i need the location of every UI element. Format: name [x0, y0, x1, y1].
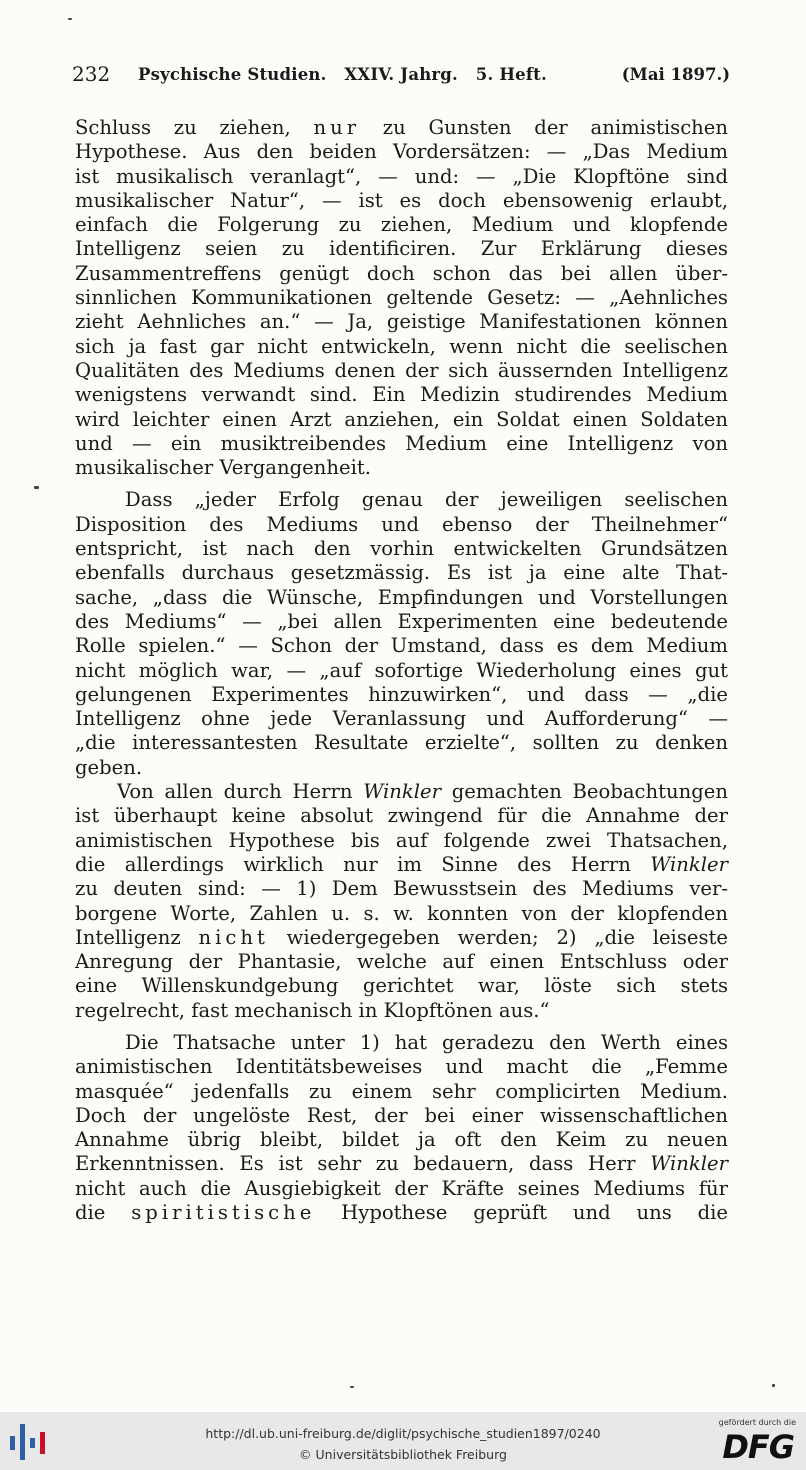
text-line [75, 513, 728, 537]
text-line [75, 926, 728, 950]
running-header [72, 62, 730, 88]
text-segment: animistischen Hypothese bis auf folgende zwei Thatsachen, [75, 828, 728, 852]
text-line [75, 359, 728, 383]
text-segment: borgene Worte, Zahlen u. s. w. konnten von der klopfenden [75, 901, 728, 925]
text-segment: zu deuten sind: — 1) Dem Bewusstsein des Mediums ver- [75, 877, 728, 901]
text-line [75, 1152, 728, 1176]
text-line [75, 950, 728, 974]
text-segment: masquée“ jedenfalls zu einem sehr complicirten Medium. [75, 1079, 728, 1103]
footer-bar [0, 1412, 806, 1470]
dfg-caption: gefördert durch die [718, 1418, 796, 1427]
text-segment: sinnlichen Kommunikationen geltende Gesetz: — „Aehnliches [75, 286, 728, 310]
text-line [75, 1031, 728, 1055]
text-segment: Disposition des Mediums und ebenso der Theilnehmer“ [75, 512, 728, 536]
running-title: Psychische Studien. XXIV. Jahrg. 5. Heft. [138, 65, 547, 84]
text-segment: Qualitäten des Mediums denen der sich äussernden Intelligenz [75, 358, 728, 382]
text-segment: Anregung der Phantasie, welche auf einen Entschluss oder [75, 950, 728, 974]
text-line [75, 877, 728, 901]
text-segment: Schluss zu ziehen, [75, 116, 314, 139]
text-line [75, 804, 728, 828]
text-segment: gelungenen Experimentes hinzuwirken“, und dass — „die [75, 682, 728, 706]
spaced-emphasis: nur [313, 116, 361, 139]
scan-speck [772, 1384, 775, 1387]
italic-name: Winkler [650, 1152, 728, 1176]
text-segment: Dass „jeder Erfolg genau der jeweiligen seelischen [125, 488, 728, 512]
text-line [75, 1104, 728, 1128]
text-line [75, 561, 728, 585]
text-line [75, 634, 728, 658]
text-segment: nicht auch die Ausgiebigkeit der Kräfte seines Mediums für [75, 1176, 728, 1200]
text-segment: die [75, 1201, 132, 1225]
text-segment: Zusammentreffens genügt doch schon das bei allen über- [75, 261, 728, 285]
scan-speck [350, 1386, 354, 1388]
text-segment: Intelligenz seien zu identificiren. Zur Erklärung dieses [75, 237, 728, 261]
text-segment: zieht Aehnliches an.“ — Ja, geistige Manifestationen können [75, 310, 728, 334]
text-segment: sich ja fast gar nicht entwickeln, wenn nicht die seelischen [75, 334, 728, 358]
text-segment: musikalischer Natur“, — ist es doch ebensowenig erlaubt, [75, 188, 728, 212]
text-line [75, 335, 728, 359]
text-line [75, 683, 728, 707]
text-line [75, 1080, 728, 1104]
italic-name: Winkler [650, 852, 728, 876]
text-line [75, 456, 728, 480]
text-line [75, 1055, 728, 1079]
text-segment: ist überhaupt keine absolut zwingend für die Annahme der [75, 804, 728, 828]
text-segment: entspricht, ist nach den vorhin entwickelten Grundsätzen [75, 537, 728, 561]
text-segment: und — ein musiktreibendes Medium eine Intelligenz von [75, 431, 728, 455]
text-segment: Doch der ungelöste Rest, der bei einer wissenschaftlichen [75, 1103, 728, 1127]
text-line [75, 165, 728, 189]
text-line [75, 902, 728, 926]
dfg-logo: DFG [722, 1428, 794, 1466]
text-segment: eine Willenskundgebung gerichtet war, löste sich stets [75, 974, 728, 998]
text-segment: gemachten Beobachtungen [441, 780, 729, 804]
text-line [75, 213, 728, 237]
text-line [75, 1128, 728, 1152]
text-segment: Die Thatsache unter 1) hat geradezu den Werth eines [125, 1030, 728, 1054]
text-segment: animistischen Identitätsbeweises und macht die „Femme [75, 1055, 728, 1079]
text-line [75, 537, 728, 561]
text-line [75, 189, 728, 213]
issue-date: (Mai 1897.) [621, 65, 730, 84]
text-segment: die allerdings wirklich nur im Sinne des Herrn [75, 852, 651, 876]
text-segment: wiedergegeben werden; 2) „die leiseste [268, 925, 728, 949]
spaced-emphasis: spiritistische [131, 1201, 316, 1225]
text-segment: des Mediums“ — „bei allen Experimenten eine bedeutende [75, 609, 728, 633]
text-line [75, 731, 728, 755]
copyright-notice: © Universitätsbibliothek Freiburg [299, 1447, 507, 1462]
text-segment: geben. [75, 755, 143, 779]
text-segment: Erkenntnissen. Es ist sehr zu bedauern, dass Herr [75, 1152, 651, 1176]
text-segment: einfach die Folgerung zu ziehen, Medium und klopfende [75, 213, 728, 237]
italic-name: Winkler [363, 780, 442, 804]
text-line [75, 610, 728, 634]
text-segment: Intelligenz [75, 925, 199, 949]
text-segment: Annahme übrig bleibt, bildet ja oft den Keim zu neuen [75, 1128, 728, 1152]
text-segment: zu Gunsten der animistischen [360, 116, 729, 139]
text-line [75, 310, 728, 334]
text-line [75, 829, 728, 853]
text-line [75, 286, 728, 310]
text-line [75, 756, 728, 780]
text-segment: Rolle spielen.“ — Schon der Umstand, dass es dem Medium [75, 634, 728, 658]
text-line [75, 707, 728, 731]
text-line [75, 262, 728, 286]
text-segment: ist musikalisch veranlagt“, — und: — „Die Klopftöne sind [75, 164, 728, 188]
text-segment: wenigstens verwandt sind. Ein Medizin studirendes Medium [75, 383, 728, 407]
spaced-emphasis: nicht [198, 925, 269, 949]
text-line [75, 853, 728, 877]
text-segment: regelrecht, fast mechanisch in Klopftönen aus.“ [75, 998, 550, 1022]
text-segment: Von allen durch Herrn [117, 780, 364, 804]
text-segment: wird leichter einen Arzt anziehen, ein Soldat einen Soldaten [75, 407, 728, 431]
text-segment: Hypothese. Aus den beiden Vordersätzen: — „Das Medium [75, 140, 728, 164]
text-line [75, 1177, 728, 1201]
text-line [75, 408, 728, 432]
text-segment: sache, „dass die Wünsche, Empfindungen und Vorstellungen [75, 585, 728, 609]
body-text [75, 116, 728, 1225]
text-line [75, 237, 728, 261]
text-line [75, 659, 728, 683]
text-segment: ebenfalls durchaus gesetzmässig. Es ist ja eine alte That- [75, 561, 728, 585]
text-line [75, 140, 728, 164]
text-segment: Hypothese geprüft und uns die [315, 1201, 728, 1225]
text-segment: musikalischer Vergangenheit. [75, 456, 371, 480]
text-line [75, 780, 728, 804]
source-url[interactable]: http://dl.ub.uni-freiburg.de/diglit/psychische_studien1897/0240 [205, 1426, 601, 1441]
text-line [75, 1201, 728, 1225]
text-line [75, 116, 728, 140]
text-line [75, 383, 728, 407]
text-line [75, 586, 728, 610]
text-line [75, 488, 728, 512]
scan-speck [68, 18, 72, 20]
text-segment: „die interessantesten Resultate erzielte“, sollten zu denken [75, 731, 728, 755]
page-number: 232 [72, 62, 111, 86]
scan-speck [34, 486, 39, 489]
text-segment: Intelligenz ohne jede Veranlassung und Aufforderung“ — [75, 707, 728, 731]
text-line [75, 974, 728, 998]
text-line [75, 999, 728, 1023]
text-segment: nicht möglich war, — „auf sofortige Wiederholung eines gut [75, 658, 728, 682]
text-line [75, 432, 728, 456]
